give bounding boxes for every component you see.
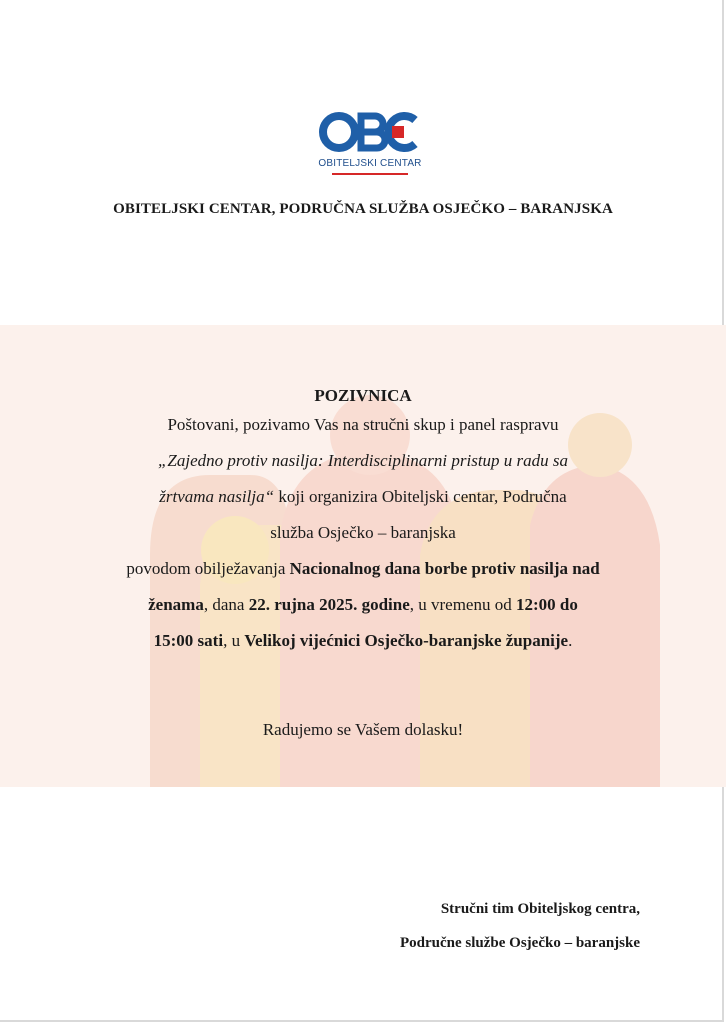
- event-title: „Zajedno protiv nasilja: Interdisciplinarni pristup u radu sa: [157, 451, 569, 470]
- obc-logo: [312, 110, 428, 180]
- occasion-name: Nacionalnog dana borbe protiv nasilja nad: [289, 559, 600, 578]
- place-suffix: .: [568, 631, 573, 650]
- signature-line-2: Područne službe Osječko – baranjske: [400, 935, 640, 951]
- time-prefix: , u vremenu od: [409, 595, 516, 614]
- logo-rule: [332, 173, 408, 175]
- logo-subtitle: OBITELJSKI CENTAR: [318, 158, 422, 169]
- obc-logo-mark: [312, 110, 428, 156]
- greeting-text: Poštovani, pozivamo Vas na stručni skup i panel raspravu: [167, 415, 559, 434]
- closing-text: Radujemo se Vašem dolasku!: [262, 720, 464, 739]
- occasion-name-end: ženama: [148, 595, 204, 614]
- place-prefix: , u: [223, 631, 245, 650]
- organizer-line-2: služba Osječko – baranjska: [270, 523, 456, 542]
- signature-line-1: Stručni tim Obiteljskog centra,: [440, 901, 640, 917]
- event-time-end: 15:00 sati: [153, 631, 224, 650]
- event-time-start: 12:00 do: [515, 595, 578, 614]
- invitation-title: POZIVNICA: [314, 386, 412, 405]
- event-title-line: [60, 443, 666, 479]
- organizer-text: koji organizira Obiteljski centar, Područna: [274, 487, 567, 506]
- organization-header: OBITELJSKI CENTAR, PODRUČNA SLUŽBA OSJEČKO – BARANJSKA: [113, 201, 613, 217]
- date-prefix: , dana: [203, 595, 249, 614]
- occasion-prefix: povodom obilježavanja: [126, 559, 290, 578]
- place-line: [60, 623, 666, 659]
- event-date: 22. rujna 2025. godine: [248, 595, 410, 614]
- date-line: [60, 587, 666, 623]
- event-place: Velikoj vijećnici Osječko-baranjske županije: [244, 631, 569, 650]
- event-title-end: žrtvama nasilja“: [159, 487, 275, 506]
- occasion-line: [60, 551, 666, 587]
- organizer-line: [60, 479, 666, 515]
- invitation-body: [60, 386, 666, 659]
